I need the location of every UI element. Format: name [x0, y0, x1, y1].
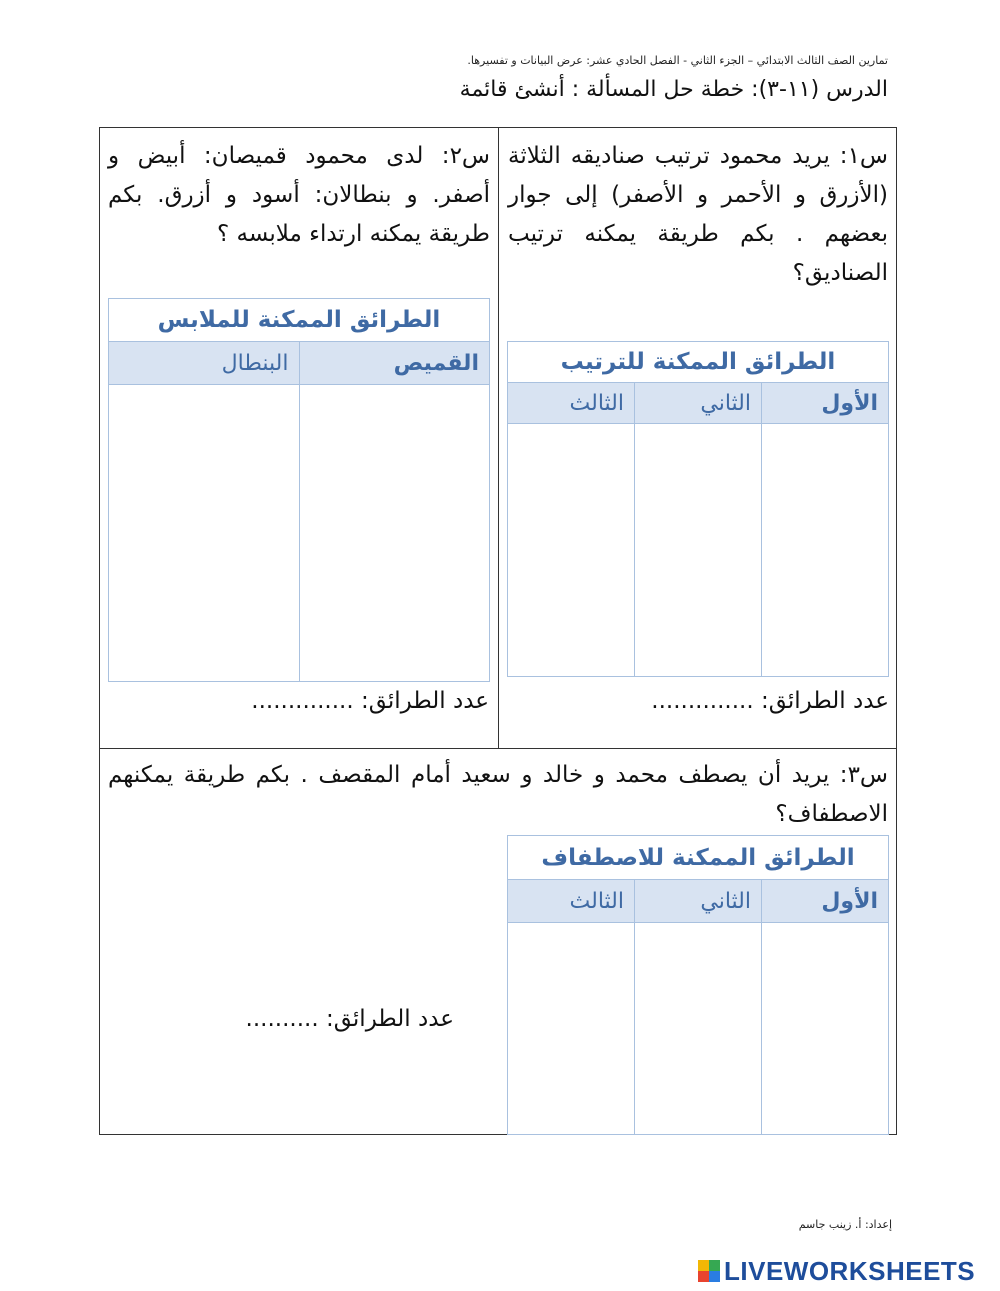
column-header: البنطال: [109, 342, 300, 385]
answer-cell[interactable]: [508, 424, 635, 677]
liveworksheets-logo[interactable]: [698, 1256, 975, 1286]
answer-cell[interactable]: [762, 923, 889, 1135]
answer-cell[interactable]: [299, 385, 490, 682]
column-divider: [498, 127, 499, 749]
lesson-title: الدرس (١١-٣): خطة حل المسألة : أنشئ قائمة: [459, 77, 888, 102]
count-answer-q2[interactable]: عدد الطرائق: ..............: [251, 688, 489, 714]
count-answer-q1[interactable]: عدد الطرائق: ..............: [651, 688, 889, 714]
table-title: الطرائق الممكنة للاصطفاف: [508, 836, 889, 880]
lineup-table-q3: [507, 835, 889, 1135]
row-divider: [99, 748, 897, 749]
logo-icon: [698, 1260, 720, 1282]
answer-cell[interactable]: [762, 424, 889, 677]
table-title: الطرائق الممكنة للملابس: [109, 299, 490, 342]
clothes-table-q2: [108, 298, 490, 682]
worksheet-subtitle: تمارين الصف الثالث الابتدائي – الجزء الثاني - الفصل الحادي عشر: عرض البيانات و تفسيرها.: [467, 54, 888, 67]
column-header: الثالث: [508, 880, 635, 923]
column-header: الأول: [762, 880, 889, 923]
answer-cell[interactable]: [635, 923, 762, 1135]
question-3-text: س٣: يريد أن يصطف محمد و خالد و سعيد أمام المقصف . بكم طريقة يمكنهم الاصطفاف؟: [108, 762, 888, 827]
arrangement-table-q1: [507, 341, 889, 677]
answer-cell[interactable]: [635, 424, 762, 677]
question-1-text: س١: يريد محمود ترتيب صناديقه الثلاثة (الأزرق و الأحمر و الأصفر) إلى جوار بعضهم . بكم طريقة يمكنه ترتيب الصناديق؟: [508, 143, 888, 286]
question-2-text: س٢: لدى محمود قميصان: أبيض و أصفر. و بنطالان: أسود و أزرق. بكم طريقة يمكنه ارتداء ملابسه ؟: [108, 143, 490, 247]
table-title: الطرائق الممكنة للترتيب: [508, 342, 889, 383]
column-header: القميص: [299, 342, 490, 385]
answer-cell[interactable]: [508, 923, 635, 1135]
count-answer-q3[interactable]: عدد الطرائق: ..........: [245, 1006, 454, 1032]
author-credit: إعداد: أ. زينب جاسم: [798, 1218, 892, 1231]
answer-cell[interactable]: [109, 385, 300, 682]
logo-text: LIVEWORKSHEETS: [724, 1255, 976, 1286]
column-header: الأول: [762, 383, 889, 424]
column-header: الثالث: [508, 383, 635, 424]
column-header: الثاني: [635, 880, 762, 923]
column-header: الثاني: [635, 383, 762, 424]
